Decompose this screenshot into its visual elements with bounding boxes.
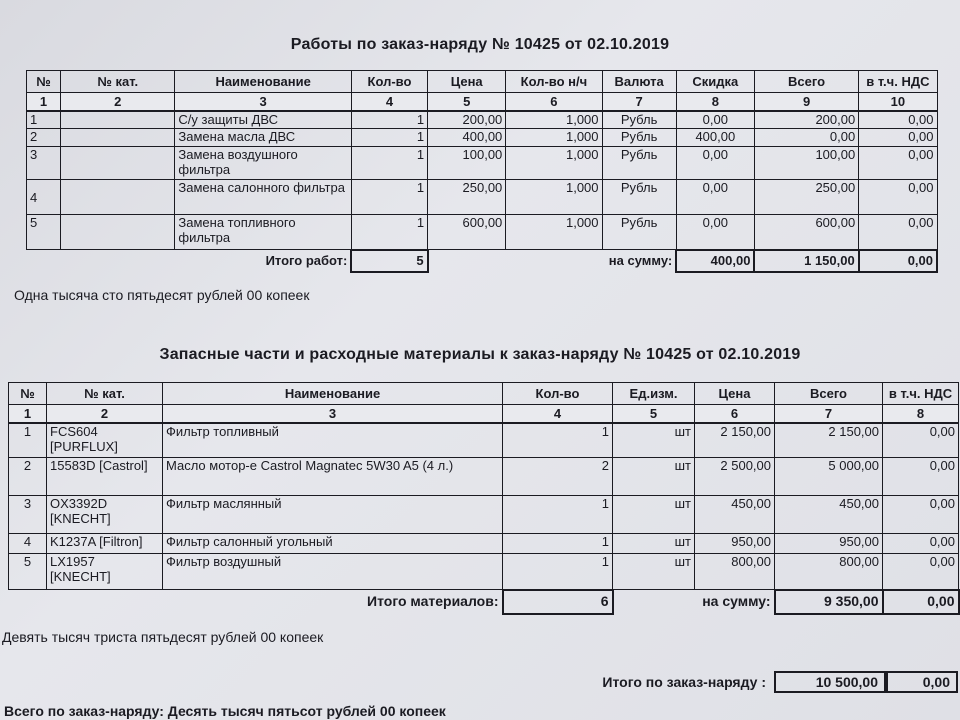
discount: 400,00 xyxy=(676,129,754,147)
hours: 1,000 xyxy=(506,180,602,215)
quantity: 1 xyxy=(503,496,613,534)
header-cell: Кол-во xyxy=(503,383,613,405)
colnum-cell: 5 xyxy=(428,93,506,111)
header-cell: Всего xyxy=(754,71,858,93)
parts-total-row xyxy=(9,590,959,614)
price: 950,00 xyxy=(695,534,775,554)
catalog-number xyxy=(61,111,175,129)
price: 2 500,00 xyxy=(695,458,775,496)
discount: 0,00 xyxy=(676,215,754,250)
catalog-number xyxy=(61,215,175,250)
item-name: Фильтр салонный угольный xyxy=(163,534,503,554)
price: 800,00 xyxy=(695,554,775,590)
price: 100,00 xyxy=(428,147,506,180)
works-amount-in-words: Одна тысяча сто пятьдесят рублей 00 копеек xyxy=(14,287,310,303)
grand-total-value: 10 500,00 xyxy=(774,671,886,693)
header-cell: Наименование xyxy=(163,383,503,405)
colnum-cell: 4 xyxy=(351,93,427,111)
vat: 0,00 xyxy=(883,554,959,590)
colnum-cell: 3 xyxy=(163,405,503,423)
table-row xyxy=(27,215,938,250)
sum-vat: 0,00 xyxy=(883,590,959,614)
table-row xyxy=(27,129,938,147)
colnum-cell: 8 xyxy=(676,93,754,111)
parts-table xyxy=(8,382,960,615)
sum-vat: 0,00 xyxy=(859,250,937,272)
header-cell: № кат. xyxy=(61,71,175,93)
spacer xyxy=(9,590,47,614)
catalog-number: LX1957 [KNECHT] xyxy=(47,554,163,590)
item-name: С/у защиты ДВС xyxy=(175,111,351,129)
table-row xyxy=(27,180,938,215)
price: 400,00 xyxy=(428,129,506,147)
colnum-cell: 8 xyxy=(883,405,959,423)
catalog-number: FCS604 [PURFLUX] xyxy=(47,423,163,458)
vat: 0,00 xyxy=(859,147,937,180)
catalog-number xyxy=(61,180,175,215)
colnum-cell: 5 xyxy=(613,405,695,423)
total-quantity: 6 xyxy=(503,590,613,614)
colnum-cell: 9 xyxy=(754,93,858,111)
grand-amount-in-words: Всего по заказ-наряду: Десять тысяч пятьсот рублей 00 копеек xyxy=(4,703,446,719)
parts-header-row xyxy=(9,383,959,405)
colnum-cell: 2 xyxy=(61,93,175,111)
grand-total-vat: 0,00 xyxy=(886,671,958,693)
table-row xyxy=(9,496,959,534)
parts-title: Запасные части и расходные материалы к заказ-наряду № 10425 от 02.10.2019 xyxy=(159,346,801,363)
item-name: Замена салонного фильтра xyxy=(175,180,351,215)
colnum-cell: 7 xyxy=(775,405,883,423)
works-table xyxy=(26,70,938,273)
vat: 0,00 xyxy=(883,534,959,554)
sum-total: 9 350,00 xyxy=(775,590,883,614)
item-name: Замена воздушного фильтра xyxy=(175,147,351,180)
row-number: 2 xyxy=(9,458,47,496)
row-number: 1 xyxy=(9,423,47,458)
vat: 0,00 xyxy=(883,423,959,458)
hours: 1,000 xyxy=(506,129,602,147)
vat: 0,00 xyxy=(883,458,959,496)
works-colnum-row xyxy=(27,93,938,111)
total: 2 150,00 xyxy=(775,423,883,458)
header-cell: Наименование xyxy=(175,71,351,93)
works-title: Работы по заказ-наряду № 10425 от 02.10.2019 xyxy=(290,36,670,53)
catalog-number: K1237A [Filtron] xyxy=(47,534,163,554)
total-quantity: 5 xyxy=(351,250,427,272)
sum-label: на сумму: xyxy=(608,253,673,269)
item-name: Фильтр воздушный xyxy=(163,554,503,590)
price: 250,00 xyxy=(428,180,506,215)
works-total-row xyxy=(27,250,938,272)
table-row xyxy=(9,534,959,554)
header-cell: Валюта xyxy=(602,71,676,93)
colnum-cell: 6 xyxy=(695,405,775,423)
hours: 1,000 xyxy=(506,215,602,250)
quantity: 1 xyxy=(351,147,427,180)
row-number: 1 xyxy=(27,111,61,129)
sum-label: на сумму: xyxy=(702,593,771,610)
sum-discount: 400,00 xyxy=(676,250,754,272)
total: 600,00 xyxy=(754,215,858,250)
unit: шт xyxy=(613,496,695,534)
spacer xyxy=(27,250,61,272)
catalog-number xyxy=(61,147,175,180)
header-cell: Ед.изм. xyxy=(613,383,695,405)
row-number: 3 xyxy=(9,496,47,534)
hours: 1,000 xyxy=(506,111,602,129)
price: 600,00 xyxy=(428,215,506,250)
price: 2 150,00 xyxy=(695,423,775,458)
unit: шт xyxy=(613,554,695,590)
table-row xyxy=(9,554,959,590)
header-cell: в т.ч. НДС xyxy=(883,383,959,405)
currency: Рубль xyxy=(602,180,676,215)
works-header-row xyxy=(27,71,938,93)
colnum-cell: 1 xyxy=(27,93,61,111)
quantity: 1 xyxy=(351,180,427,215)
spacer xyxy=(428,250,506,272)
colnum-cell: 3 xyxy=(175,93,351,111)
item-name: Замена масла ДВС xyxy=(175,129,351,147)
colnum-cell: 4 xyxy=(503,405,613,423)
total: 800,00 xyxy=(775,554,883,590)
row-number: 2 xyxy=(27,129,61,147)
header-cell: Кол-во xyxy=(351,71,427,93)
quantity: 1 xyxy=(351,129,427,147)
total: 950,00 xyxy=(775,534,883,554)
header-cell: Цена xyxy=(695,383,775,405)
item-name: Фильтр маслянный xyxy=(163,496,503,534)
quantity: 1 xyxy=(503,423,613,458)
item-name: Масло мотор-е Castrol Magnatec 5W30 A5 (4 л.) xyxy=(163,458,503,496)
table-row xyxy=(9,423,959,458)
colnum-cell: 1 xyxy=(9,405,47,423)
catalog-number xyxy=(61,129,175,147)
sum-total: 1 150,00 xyxy=(754,250,858,272)
unit: шт xyxy=(613,423,695,458)
table-row xyxy=(27,147,938,180)
quantity: 1 xyxy=(503,534,613,554)
total: 450,00 xyxy=(775,496,883,534)
total: 250,00 xyxy=(754,180,858,215)
total-label: Итого работ: xyxy=(265,253,348,269)
total: 100,00 xyxy=(754,147,858,180)
colnum-cell: 7 xyxy=(602,93,676,111)
header-cell: № кат. xyxy=(47,383,163,405)
header-cell: Кол-во н/ч xyxy=(506,71,602,93)
colnum-cell: 6 xyxy=(506,93,602,111)
spacer xyxy=(61,250,175,272)
row-number: 4 xyxy=(9,534,47,554)
vat: 0,00 xyxy=(859,111,937,129)
vat: 0,00 xyxy=(859,215,937,250)
quantity: 1 xyxy=(351,111,427,129)
discount: 0,00 xyxy=(676,111,754,129)
vat: 0,00 xyxy=(859,129,937,147)
discount: 0,00 xyxy=(676,147,754,180)
spacer xyxy=(47,590,163,614)
total: 0,00 xyxy=(754,129,858,147)
colnum-cell: 2 xyxy=(47,405,163,423)
header-cell: Всего xyxy=(775,383,883,405)
discount: 0,00 xyxy=(676,180,754,215)
row-number: 4 xyxy=(27,180,61,215)
hours: 1,000 xyxy=(506,147,602,180)
item-name: Замена топливного фильтра xyxy=(175,215,351,250)
currency: Рубль xyxy=(602,147,676,180)
unit: шт xyxy=(613,534,695,554)
currency: Рубль xyxy=(602,215,676,250)
header-cell: № xyxy=(9,383,47,405)
total: 200,00 xyxy=(754,111,858,129)
colnum-cell: 10 xyxy=(859,93,937,111)
grand-total-label: Итого по заказ-наряду : xyxy=(602,674,766,690)
parts-amount-in-words: Девять тысяч триста пятьдесят рублей 00 копеек xyxy=(2,629,324,645)
vat: 0,00 xyxy=(883,496,959,534)
quantity: 1 xyxy=(351,215,427,250)
table-row xyxy=(27,111,938,129)
header-cell: Цена xyxy=(428,71,506,93)
total-label: Итого материалов: xyxy=(367,593,499,610)
row-number: 5 xyxy=(9,554,47,590)
currency: Рубль xyxy=(602,129,676,147)
header-cell: № xyxy=(27,71,61,93)
unit: шт xyxy=(613,458,695,496)
table-row xyxy=(9,458,959,496)
row-number: 5 xyxy=(27,215,61,250)
item-name: Фильтр топливный xyxy=(163,423,503,458)
currency: Рубль xyxy=(602,111,676,129)
price: 450,00 xyxy=(695,496,775,534)
vat: 0,00 xyxy=(859,180,937,215)
parts-colnum-row xyxy=(9,405,959,423)
header-cell: в т.ч. НДС xyxy=(859,71,937,93)
total: 5 000,00 xyxy=(775,458,883,496)
quantity: 2 xyxy=(503,458,613,496)
catalog-number: 15583D [Castrol] xyxy=(47,458,163,496)
catalog-number: OX3392D [KNECHT] xyxy=(47,496,163,534)
row-number: 3 xyxy=(27,147,61,180)
header-cell: Скидка xyxy=(676,71,754,93)
price: 200,00 xyxy=(428,111,506,129)
quantity: 1 xyxy=(503,554,613,590)
